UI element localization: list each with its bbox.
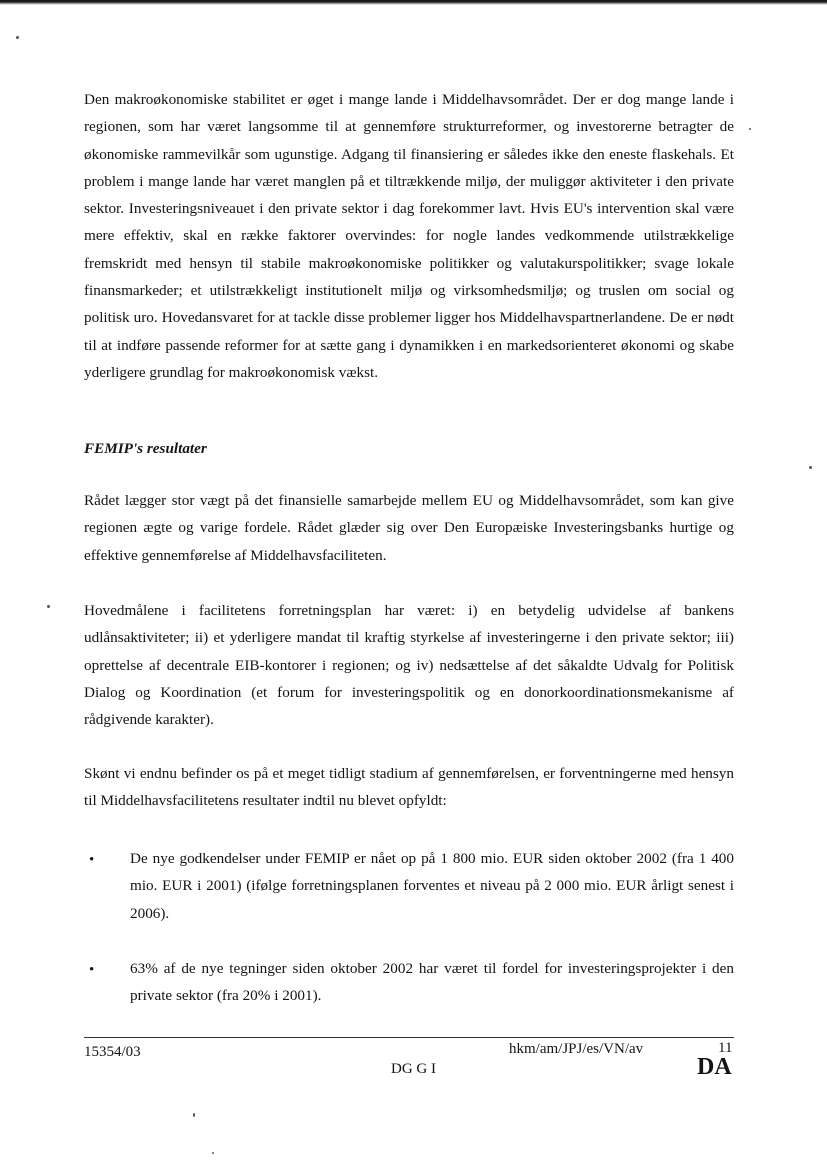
section-heading: FEMIP's resultater: [84, 440, 207, 457]
paragraph-council-financial-cooperation: Rådet lægger stor vægt på det finansielle samarbejde mellem EU og Middelhavsområdet, som kan give regionen ægte og varige fordele. Rådet glæder sig over Den Europæiske Investeringsbanks hurtige og effektive gennemførelse af Middelhavsfaciliteten.: [84, 492, 734, 564]
footer-author-code: hkm/am/JPJ/es/VN/av: [509, 1041, 644, 1057]
bullet-text: 63% af de nye tegninger siden oktober 2002 har været til fordel for investeringsprojekter i den private sektor (fra 20% i 2001).: [130, 960, 734, 1005]
footer-language-code: DA: [697, 1054, 732, 1080]
bullet-marker: •: [89, 852, 95, 868]
scan-speck: [809, 466, 812, 469]
footer-doc-ref: 15354/03: [84, 1044, 141, 1060]
paragraph-business-plan-goals: Hovedmålene i facilitetens forretningsplan har været: i) en betydelig udvidelse af bankens udlånsaktiviteter; ii) et yderligere mandat til kraftig styrkelse af investeringerne i den private sektor; iii) oprettelse af decentrale EIB-kontorer i regionen; og iv) nedsættelse af det såkaldte Udvalg for Politisk Dialog og Koordination (et forum for investeringspolitik og en donorkoordinationsmekanisme af rådgivende karakter).: [84, 602, 734, 729]
paragraph-expectations: Skønt vi endnu befinder os på et meget tidligt stadium af gennemførelsen, er forventningerne med hensyn til Middelhavsfacilitetens resultater indtil nu blevet opfyldt:: [84, 765, 734, 810]
scan-speck: [749, 128, 751, 130]
bullet-text: De nye godkendelser under FEMIP er nået op på 1 800 mio. EUR siden oktober 2002 (fra 1 400 mio. EUR i 2001) (ifølge forretningsplanen forventes et niveau på 2 000 mio. EUR årligt senest i 2006).: [130, 850, 734, 922]
footer-page-number: 11: [718, 1040, 733, 1056]
scan-speck: [47, 605, 50, 608]
scan-speck: [212, 1152, 214, 1154]
bullet-marker: •: [89, 962, 95, 978]
scan-speck: [193, 1113, 195, 1117]
paragraph-macroeconomic-stability: Den makroøkonomiske stabilitet er øget i mange lande i Middelhavsområdet. Der er dog mange lande i regionen, som har været langsomme til at gennemføre strukturreformer, og investorerne betragter de økonomiske rammevilkår som ugunstige. Adgang til finansiering er således ikke den eneste flaskehals. Et problem i mange lande har været manglen på et tiltrækkende miljø, der muliggør aktiviteter i den private sektor. Investeringsniveauet i den private sektor i dag forekommer lavt. Hvis EU's intervention skal være mere effektiv, skal en række faktorer overvindes: for nogle landes vedkommende utilstrækkelige fremskridt med hensyn til stabile makroøkonomiske politikker og valutakurspolitikker; svage lokale finansmarkeder; et utilstrækkeligt institutionelt miljø og virksomhedsmiljø; og truslen om social og politisk uro. Hovedansvaret for at tackle disse problemer ligger hos Middelhavspartnerlandene. De er nødt til at indføre passende reformer for at sætte gang i dynamikken i en markedsorienteret økonomi og skabe yderligere grundlag for makroøkonomisk vækst.: [84, 91, 734, 381]
footer-dg: DG G I: [391, 1061, 436, 1077]
footer-divider: [84, 1037, 734, 1038]
scan-speck: [16, 36, 19, 39]
